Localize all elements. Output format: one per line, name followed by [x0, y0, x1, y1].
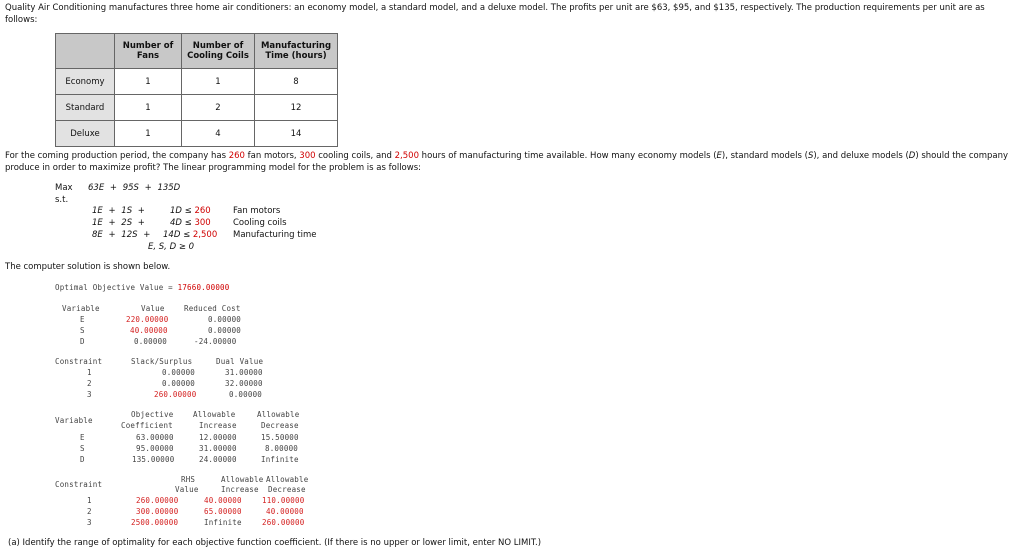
table-row [56, 69, 338, 95]
fan-count: 260 [228, 151, 245, 161]
var-header-value: Value [141, 304, 165, 313]
oc-header-allow-inc-1: Allowable [193, 410, 236, 419]
var-reduced-cost: -24.00000 [194, 337, 237, 346]
oc-dec: 8.00000 [265, 444, 299, 453]
con-slack: 0.00000 [162, 368, 196, 377]
constraint-3-name: Manufacturing time [233, 230, 317, 240]
cell-fans: 1 [115, 69, 182, 95]
rhs-value: 300.00000 [136, 507, 179, 516]
oc-dec: Infinite [261, 455, 299, 464]
var-name: D [80, 337, 85, 346]
oc-coef: 95.00000 [136, 444, 174, 453]
rhs-name: 2 [87, 507, 92, 516]
constraint-3-mid: 14D ≤ 2,500 [163, 230, 218, 240]
cell-coils: 4 [182, 121, 255, 147]
max-label: Max [55, 183, 73, 193]
var-value: 40.00000 [130, 326, 168, 335]
constraint-2-left: 1E + 2S + [92, 218, 145, 228]
con-slack: 0.00000 [162, 379, 196, 388]
st-label: s.t. [55, 195, 69, 205]
con-header-dual: Dual Value [216, 357, 264, 366]
oc-header-allow-dec-1: Allowable [257, 410, 300, 419]
requirements-table [55, 33, 338, 147]
oc-inc: 24.00000 [199, 455, 237, 464]
coil-count: 300 [299, 151, 316, 161]
rhs-name: 1 [87, 496, 92, 505]
con-name: 1 [87, 368, 92, 377]
constraint-2-mid: 4D ≤ 300 [170, 218, 211, 228]
row-label: Economy [56, 69, 115, 95]
rhs-inc: 65.00000 [204, 507, 242, 516]
oc-dec: 15.50000 [261, 433, 299, 442]
objective-function: 63E + 95S + 135D [88, 183, 181, 193]
cell-fans: 1 [115, 121, 182, 147]
row-label: Deluxe [56, 121, 115, 147]
oc-inc: 31.00000 [199, 444, 237, 453]
var-name: E [80, 315, 85, 324]
computer-solution-intro: The computer solution is shown below. [5, 262, 171, 272]
constraint-3-left: 8E + 12S + [92, 230, 151, 240]
table-corner [56, 34, 115, 69]
con-header-constraint: Constraint [55, 357, 103, 366]
con-name: 3 [87, 390, 92, 399]
constraint-1-mid: 1D ≤ 260 [170, 206, 211, 216]
cell-time: 8 [255, 69, 338, 95]
var-reduced-cost: 0.00000 [208, 315, 242, 324]
resources-paragraph-line2: produce in order to maximize profit? The linear programming model for the problem is as follows: [5, 163, 422, 173]
optimal-objective: Optimal Objective Value = 17660.00000 [55, 283, 230, 292]
cell-coils: 2 [182, 95, 255, 121]
rhs-value: 260.00000 [136, 496, 179, 505]
rhs-dec: 40.00000 [266, 507, 304, 516]
table-row [56, 121, 338, 147]
con-slack: 260.00000 [154, 390, 197, 399]
var-reduced-cost: 0.00000 [208, 326, 242, 335]
con-dual: 0.00000 [229, 390, 263, 399]
question-a: (a) Identify the range of optimality for each objective function coefficient. (If there is no upper or lower limit, enter NO LIMIT.) [8, 538, 542, 548]
constraint-2-name: Cooling coils [233, 218, 287, 228]
oc-header-coefficient: Coefficient [121, 421, 173, 430]
rhs-header-rhs: RHS [181, 475, 196, 484]
cell-time: 12 [255, 95, 338, 121]
con-header-slack: Slack/Surplus [131, 357, 193, 366]
oc-coef: 63.00000 [136, 433, 174, 442]
rhs-value: 2500.00000 [131, 518, 179, 527]
table-row [56, 95, 338, 121]
rhs-name: 3 [87, 518, 92, 527]
con-dual: 32.00000 [225, 379, 263, 388]
rhs-header-allow-inc-2: Increase [221, 485, 259, 494]
col-header-time: Manufacturing Time (hours) [255, 34, 338, 69]
rhs-inc: Infinite [204, 518, 242, 527]
oc-header-objective: Objective [131, 410, 174, 419]
rhs-header-constraint: Constraint [55, 480, 103, 489]
hours-count: 2,500 [394, 151, 419, 161]
con-name: 2 [87, 379, 92, 388]
oc-name: S [80, 444, 85, 453]
resources-paragraph: For the coming production period, the company has 260 fan motors, 300 cooling coils, and 2,500 hours of manufacturing time available. How many economy models (E), standard models (S), and deluxe models (D) should the company [5, 151, 1009, 161]
rhs-dec: 260.00000 [262, 518, 305, 527]
rhs-dec: 110.00000 [262, 496, 305, 505]
oc-header-allow-dec-2: Decrease [261, 421, 299, 430]
col-header-coils: Number of Cooling Coils [182, 34, 255, 69]
cell-coils: 1 [182, 69, 255, 95]
cell-time: 14 [255, 121, 338, 147]
col-header-fans: Number of Fans [115, 34, 182, 69]
rhs-header-value: Value [175, 485, 199, 494]
var-value: 220.00000 [126, 315, 169, 324]
con-dual: 31.00000 [225, 368, 263, 377]
var-name: S [80, 326, 85, 335]
rhs-header-allow-inc-1: Allowable [221, 475, 264, 484]
oc-name: D [80, 455, 85, 464]
nonnegativity: E, S, D ≥ 0 [148, 242, 195, 252]
oc-inc: 12.00000 [199, 433, 237, 442]
oc-header-allow-inc-2: Increase [199, 421, 237, 430]
row-label: Standard [56, 95, 115, 121]
rhs-inc: 40.00000 [204, 496, 242, 505]
problem-intro: Quality Air Conditioning manufactures three home air conditioners: an economy model, a standard model, and a deluxe model. The profits per unit are $63, $95, and $135, respectively. The production requirements per unit are as follows: [5, 3, 985, 25]
var-header-variable: Variable [62, 304, 100, 313]
oc-coef: 135.00000 [132, 455, 175, 464]
var-value: 0.00000 [134, 337, 168, 346]
constraint-1-name: Fan motors [233, 206, 281, 216]
rhs-header-allow-dec-2: Decrease [268, 485, 306, 494]
constraint-1-left: 1E + 1S + [92, 206, 145, 216]
rhs-header-allow-dec-1: Allowable [266, 475, 309, 484]
var-header-reduced-cost: Reduced Cost [184, 304, 241, 313]
oc-header-variable: Variable [55, 416, 93, 425]
oc-name: E [80, 433, 85, 442]
cell-fans: 1 [115, 95, 182, 121]
